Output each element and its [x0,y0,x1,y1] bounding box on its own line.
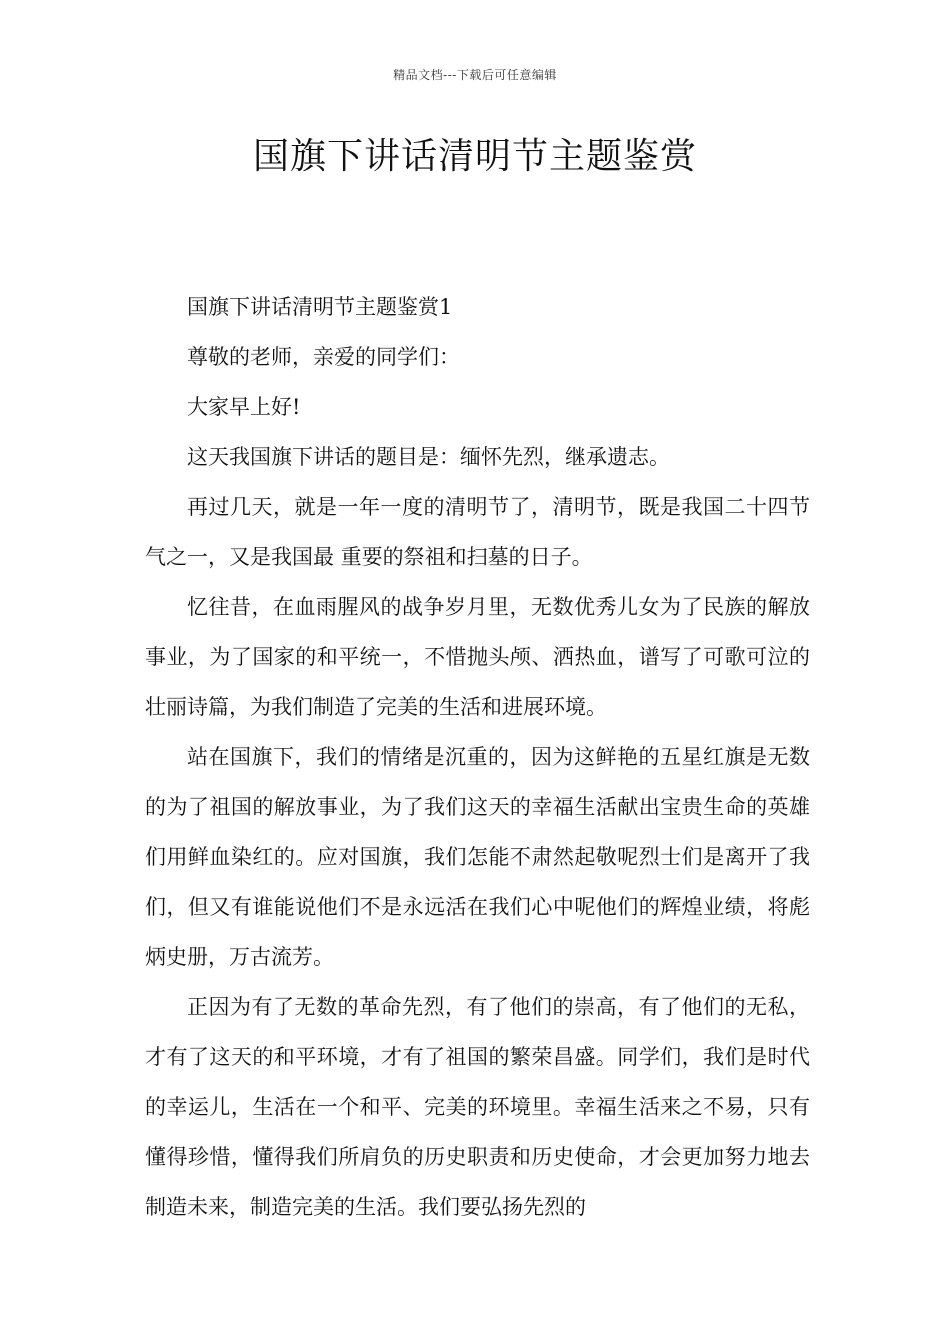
paragraph-topic: 这天我国旗下讲话的题目是：缅怀先烈，继承遗志。 [187,445,670,469]
paragraph: 站在国旗下，我们的情绪是沉重的，因为这鲜艳的五星红旗是无数的为了祖国的解放事业，为了我们这天的幸福生活献出宝贵生命的英雄们用鲜血染红的。应对国旗，我们怎能不肃然起敬呢烈士们是离开了我们，但又有谁能说他们不是永远活在我们心中呢他们的辉煌业绩，将彪炳史册，万古流芳。 [145,745,810,969]
document-title: 国旗下讲话清明节主题鉴赏 [252,136,697,177]
paragraph-greeting: 大家早上好! [187,395,301,419]
document-body [145,282,810,1232]
header-note: 精品文档---下载后可任意编辑 [393,68,557,82]
paragraph-salutation: 尊敬的老师，亲爱的同学们： [187,345,460,369]
paragraph: 忆往昔，在血雨腥风的战争岁月里，无数优秀儿女为了民族的解放事业，为了国家的和平统一，不惜抛头颅、洒热血，谱写了可歌可泣的壮丽诗篇，为我们制造了完美的生活和进展环境。 [145,595,810,719]
paragraph: 再过几天，就是一年一度的清明节了，清明节，既是我国二十四节气之一，又是我国最 重要的祭祖和扫墓的日子。 [145,495,810,569]
paragraph: 正因为有了无数的革命先烈，有了他们的崇高，有了他们的无私，才有了这天的和平环境，才有了祖国的繁荣昌盛。同学们，我们是时代的幸运儿，生活在一个和平、完美的环境里。幸福生活来之不易，只有懂得珍惜，懂得我们所肩负的历史职责和历史使命，才会更加努力地去制造未来，制造完美的生活。我们要弘扬先烈的 [145,995,810,1219]
paragraph-subtitle: 国旗下讲话清明节主题鉴赏1 [187,295,453,319]
